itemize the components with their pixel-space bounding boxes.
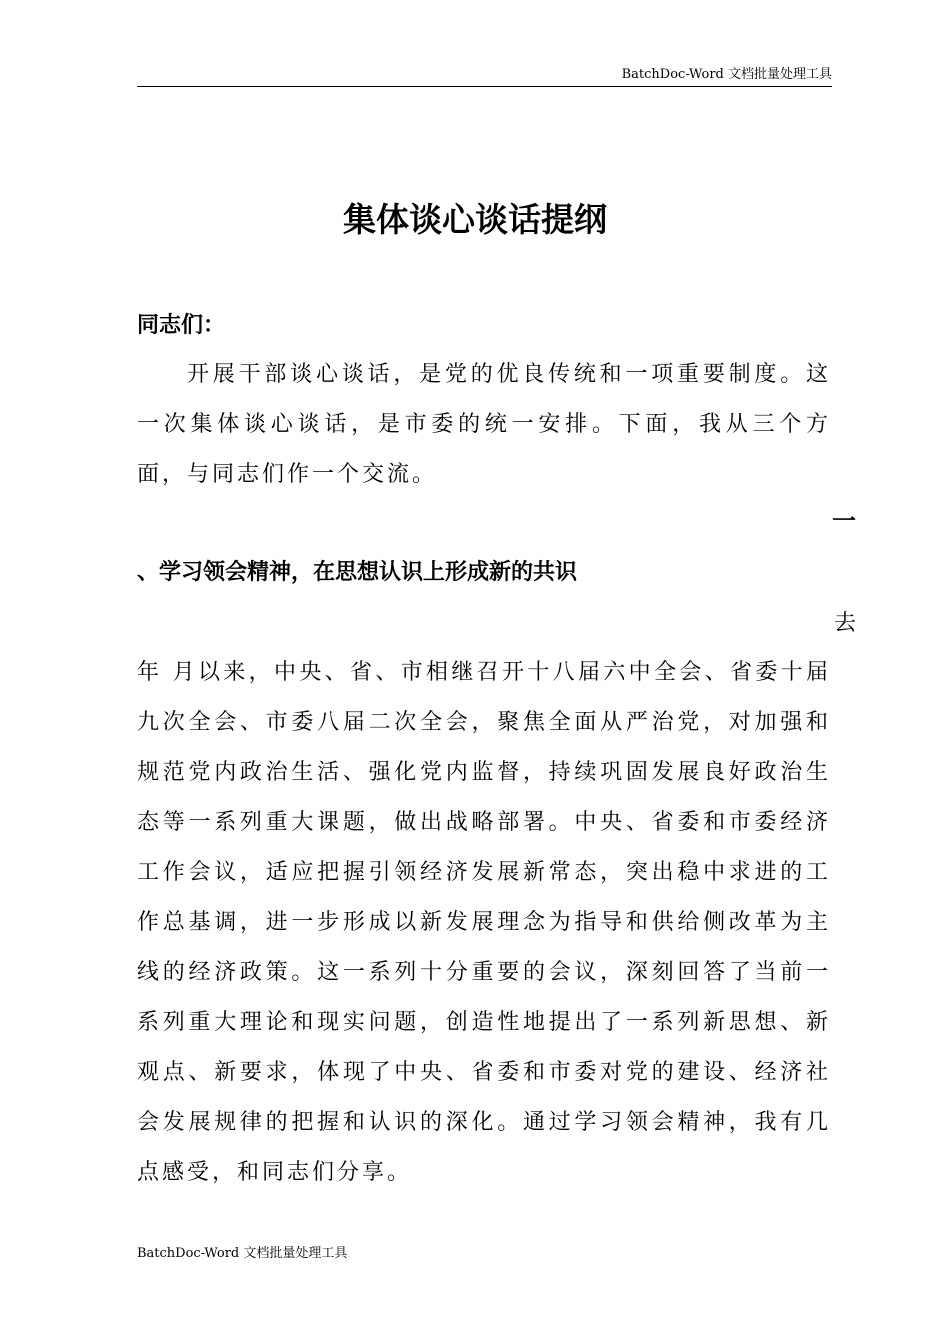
salutation: 同志们：	[137, 313, 226, 338]
header-rule	[137, 86, 832, 87]
section-lead-char: 去	[834, 611, 857, 636]
document-title: 集体谈心谈话提纲	[343, 200, 607, 239]
section-heading: 、学习领会精神，在思想认识上形成新的共识	[137, 560, 578, 585]
section-body-paragraph: 年 月以来，中央、省、市相继召开十八届六中全会、省委十届九次全会、市委八届二次全会，聚焦全面从严治党，对加强和规范党内政治生活、强化党内监督，持续巩固发展良好政治生态等一系列重大课题，做出战略部署。中央、省委和市委经济工作会议，适应把握引领经济发展新常态，突出稳中求进的工作总基调，进一步形成以新发展理念为指导和供给侧改革为主线的经济政策。这一系列十分重要的会议，深刻回答了当前一系列重大理论和现实问题，创造性地提出了一系列新思想、新观点、新要求，体现了中央、省委和市委对党的建设、经济社会发展规律的把握和认识的深化。通过学习领会精神，我有几点感受，和同志们分享。	[137, 660, 831, 1185]
intro-paragraph: 开展干部谈心谈话，是党的优良传统和一项重要制度。这一次集体谈心谈话，是市委的统一安排。下面，我从三个方面，与同志们作一个交流。	[137, 362, 831, 487]
section-number-mark: 一	[832, 507, 856, 535]
page-header: BatchDoc-Word 文档批量处理工具	[621, 67, 832, 82]
page-footer: BatchDoc-Word 文档批量处理工具	[137, 1246, 348, 1261]
